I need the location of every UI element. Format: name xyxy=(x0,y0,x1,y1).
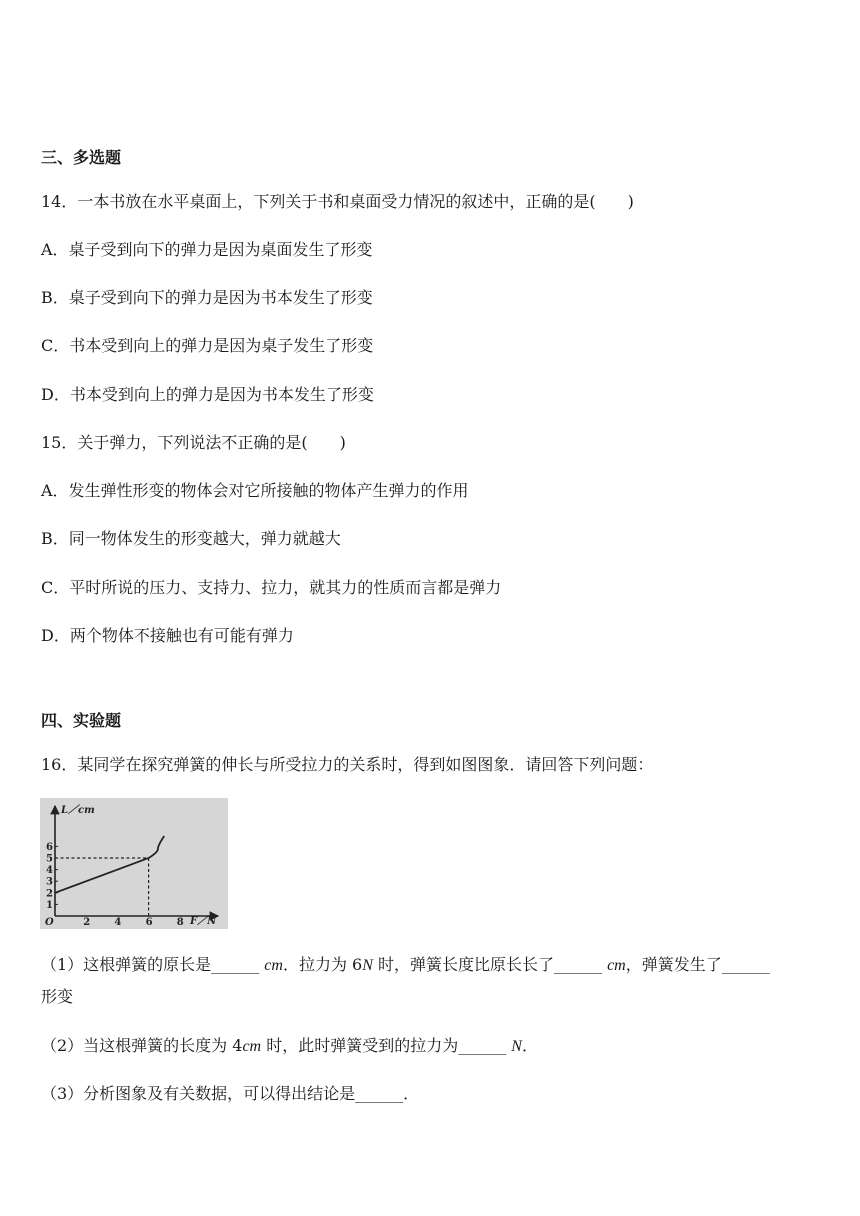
q16-part2 xyxy=(41,1035,538,1058)
y-tick-label: 6 xyxy=(46,841,53,853)
q14-option-a: A．桌子受到向下的弹力是因为桌面发生了形变 xyxy=(41,240,373,259)
unit-n: N xyxy=(511,1038,522,1055)
q15-option-b: B．同一物体发生的形变越大，弹力就越大 xyxy=(41,529,341,548)
y-tick-label: 1 xyxy=(46,899,53,911)
part1-text-d: ，弹簧发生了______ xyxy=(625,955,770,974)
x-tick-label: 6 xyxy=(145,917,153,928)
section-3-heading: 三、多选题 xyxy=(41,148,122,167)
unit-cm: cm xyxy=(607,957,626,974)
spring-graph-figure xyxy=(40,798,228,929)
x-tick-label: 2 xyxy=(83,917,91,928)
part1-text-a: （1）这根弹簧的原长是______ xyxy=(41,955,260,974)
part2-text-c: ． xyxy=(521,1036,538,1055)
x-tick-label: 8 xyxy=(176,917,184,928)
section-4-heading: 四、实验题 xyxy=(41,711,122,730)
x-axis-label: F／N xyxy=(190,916,217,927)
part1-text-c: 时，弹簧长度比原长长了______ xyxy=(372,955,602,974)
q16-part3: （3）分析图象及有关数据，可以得出结论是______． xyxy=(41,1084,420,1103)
unit-cm: cm xyxy=(264,957,283,974)
y-tick-label: 4 xyxy=(46,865,53,877)
y-axis-label: L／cm xyxy=(61,805,95,816)
x-tick-label: 4 xyxy=(114,917,122,928)
q15-option-c: C．平时所说的压力、支持力、拉力，就其力的性质而言都是弹力 xyxy=(41,578,502,597)
unit-cm: cm xyxy=(242,1038,262,1055)
q15-option-a: A．发生弹性形变的物体会对它所接触的物体产生弹力的作用 xyxy=(41,481,469,500)
question-15-stem: 15．关于弹力，下列说法不正确的是( ) xyxy=(41,433,346,452)
part2-text-a: （2）当这根弹簧的长度为 4 xyxy=(41,1036,243,1055)
q15-option-d: D．两个物体不接触也有可能有弹力 xyxy=(41,626,294,645)
unit-n: N xyxy=(362,957,373,974)
part2-text-b: 时，此时弹簧受到的拉力为______ xyxy=(261,1036,512,1055)
spring-length-curve xyxy=(55,836,164,893)
question-16-stem: 16．某同学在探究弹簧的伸长与所受拉力的关系时，得到如图图象．请回答下列问题： xyxy=(41,755,654,774)
part1-text-b: ．拉力为 6 xyxy=(282,955,363,974)
q14-option-b: B．桌子受到向下的弹力是因为书本发生了形变 xyxy=(41,288,373,307)
y-tick-label: 2 xyxy=(46,888,53,900)
y-tick-label: 5 xyxy=(46,853,53,865)
q16-part1-line1 xyxy=(41,954,770,977)
q14-option-d: D．书本受到向上的弹力是因为书本发生了形变 xyxy=(41,385,374,404)
question-14-stem: 14．一本书放在水平桌面上，下列关于书和桌面受力情况的叙述中，正确的是( ) xyxy=(41,192,634,211)
q14-option-c: C．书本受到向上的弹力是因为桌子发生了形变 xyxy=(41,336,374,355)
y-tick-label: 3 xyxy=(46,876,53,888)
q16-part1-line2: 形变 xyxy=(41,987,74,1006)
origin-label: O xyxy=(45,917,54,928)
